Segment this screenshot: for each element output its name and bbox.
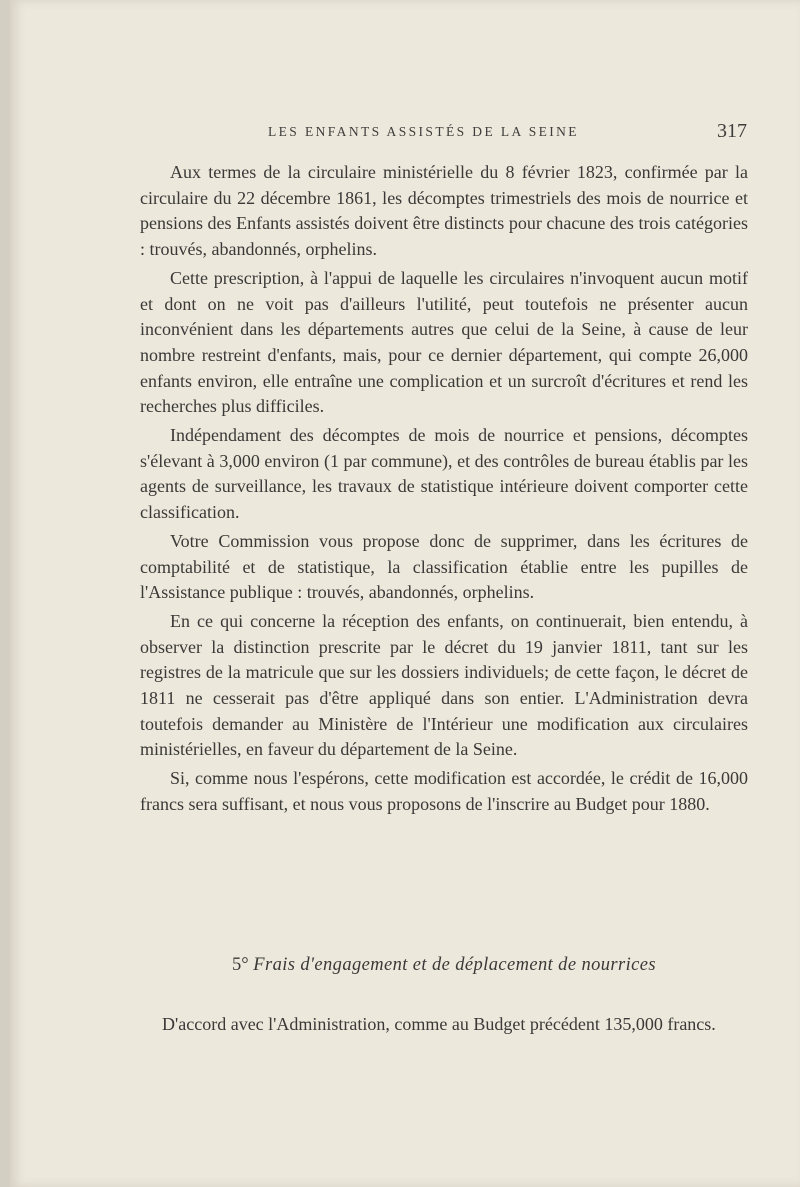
paragraph-prescription: Cette prescription, à l'appui de laquelle les circulaires n'invoquent aucun motif et dont on ne voit pas d'ailleurs l'utilité, peut toutefois ne présenter aucun inconvénient dans les départements autres que celui de la Seine, à cause de leur nombre restreint d'enfants, mais, pour ce dernier département, qui compte 26,000 enfants environ, elle entraîne une complication et un surcroît d'écritures et rend les recherches plus difficiles.: [140, 267, 748, 417]
paragraph-circulaire: Aux termes de la circulaire ministérielle du 8 février 1823, confirmée par la circulaire du 22 décembre 1861, les décomptes trimestriels des mois de nourrice et pensions des Enfants assistés doivent être distincts pour chacune des trois catégories : trouvés, abandonnés, orphelins.: [140, 162, 748, 260]
body-text: [140, 160, 748, 821]
paragraph-accord: D'accord avec l'Administration, comme au Budget précédent 135,000 francs.: [162, 1014, 716, 1034]
paragraph-credit: Si, comme nous l'espérons, cette modification est accordée, le crédit de 16,000 francs sera suffisant, et nous vous proposons de l'inscrire au Budget pour 1880.: [140, 768, 748, 814]
paragraph-commission: Votre Commission vous propose donc de supprimer, dans les écritures de comptabilité et de statistique, la classification établie entre les pupilles de l'Assistance publique : trouvés, abandonnés, orphelins.: [140, 530, 748, 603]
paragraph-decomptes: Indépendament des décomptes de mois de nourrice et pensions, décomptes s'élevant à 3,000 environ (1 par commune), et des contrôles de bureau établis par les agents de surveillance, les travaux de statistique intérieure doivent comporter cette classification.: [140, 425, 748, 523]
paragraph-reception: En ce qui concerne la réception des enfants, on continuerait, bien entendu, à observer la distinction prescrite par le décret du 19 janvier 1811, tant sur les registres de la matricule que sur les dossiers individuels; de cette façon, le décret de 1811 ne cesserait pas d'être appliqué dans son entier. L'Administration devra toutefois demander au Ministère de l'Intérieur une modification aux circulaires ministérielles, en faveur du département de la Seine.: [140, 610, 748, 760]
section-title-text: Frais d'engagement et de déplacement de nourrices: [253, 955, 656, 975]
book-page: [10, 0, 800, 1187]
page-number: 317: [717, 120, 747, 142]
section-number: 5°: [232, 955, 249, 975]
section-heading: [140, 955, 748, 976]
running-header: LES ENFANTS ASSISTÉS DE LA SEINE: [268, 124, 579, 139]
